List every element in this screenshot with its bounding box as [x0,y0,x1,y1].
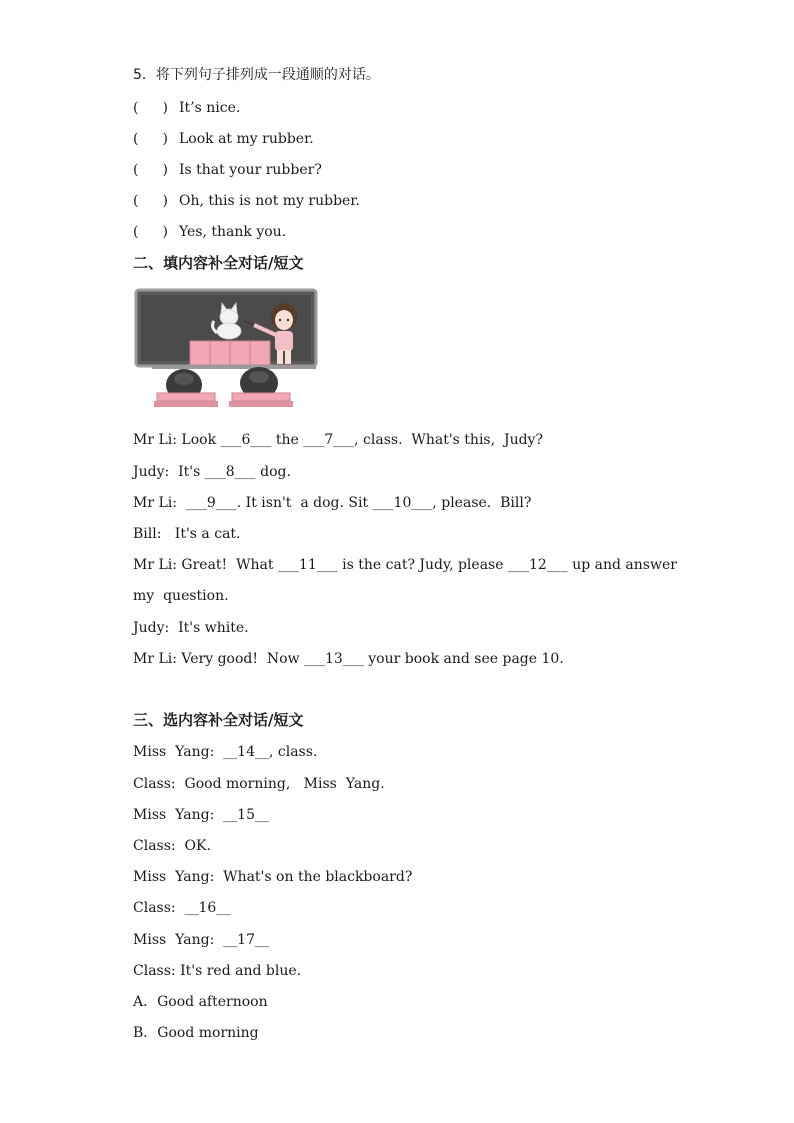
dialogue-line: Mr Li: Very good! Now ___13___ your book and see page 10. [133,651,564,667]
dialogue-line: Class: OK. [133,838,211,854]
dialogue-line: Judy: It's white. [133,620,249,636]
dialogue-line: Miss Yang: __17__ [133,932,269,948]
dialogue-line: Mr Li: ___9___. It isn't a dog. Sit ___10___, please. Bill? [133,495,532,511]
order-item-4: ( ) Oh, this is not my rubber. [133,193,360,209]
dialogue-line: Mr Li: Great! What ___11___ is the cat? Judy, please ___12___ up and answer [133,557,677,573]
question-5-title: 5．将下列句子排列成一段通顺的对话。 [133,67,380,83]
dialogue-line: Bill: It's a cat. [133,526,241,542]
dialogue-line: Mr Li: Look ___6___ the ___7___, class. What's this, Judy? [133,432,543,448]
option-a: A．Good afternoon [133,994,268,1010]
section-3-heading: 三、选内容补全对话/短文 [133,711,304,729]
order-item-1: ( ) It’s nice. [133,100,241,116]
classroom-illustration [132,287,318,411]
dialogue-line: Class: It's red and blue. [133,963,302,979]
dialogue-line: Class: Good morning, Miss Yang. [133,776,385,792]
dialogue-line: Miss Yang: What's on the blackboard? [133,869,413,885]
order-item-2: ( ) Look at my rubber. [133,131,314,147]
dialogue-line: Miss Yang: __14__, class. [133,744,318,760]
order-item-5: ( ) Yes, thank you. [133,224,287,240]
dialogue-line: Class: __16__ [133,900,231,916]
dialogue-line: Miss Yang: __15__ [133,807,269,823]
option-b: B．Good morning [133,1025,259,1041]
order-item-3: ( ) Is that your rubber? [133,162,322,178]
dialogue-line: my question. [133,588,229,604]
dialogue-line: Judy: It's ___8___ dog. [133,464,291,480]
section-2-heading: 二、填内容补全对话/短文 [133,254,304,272]
